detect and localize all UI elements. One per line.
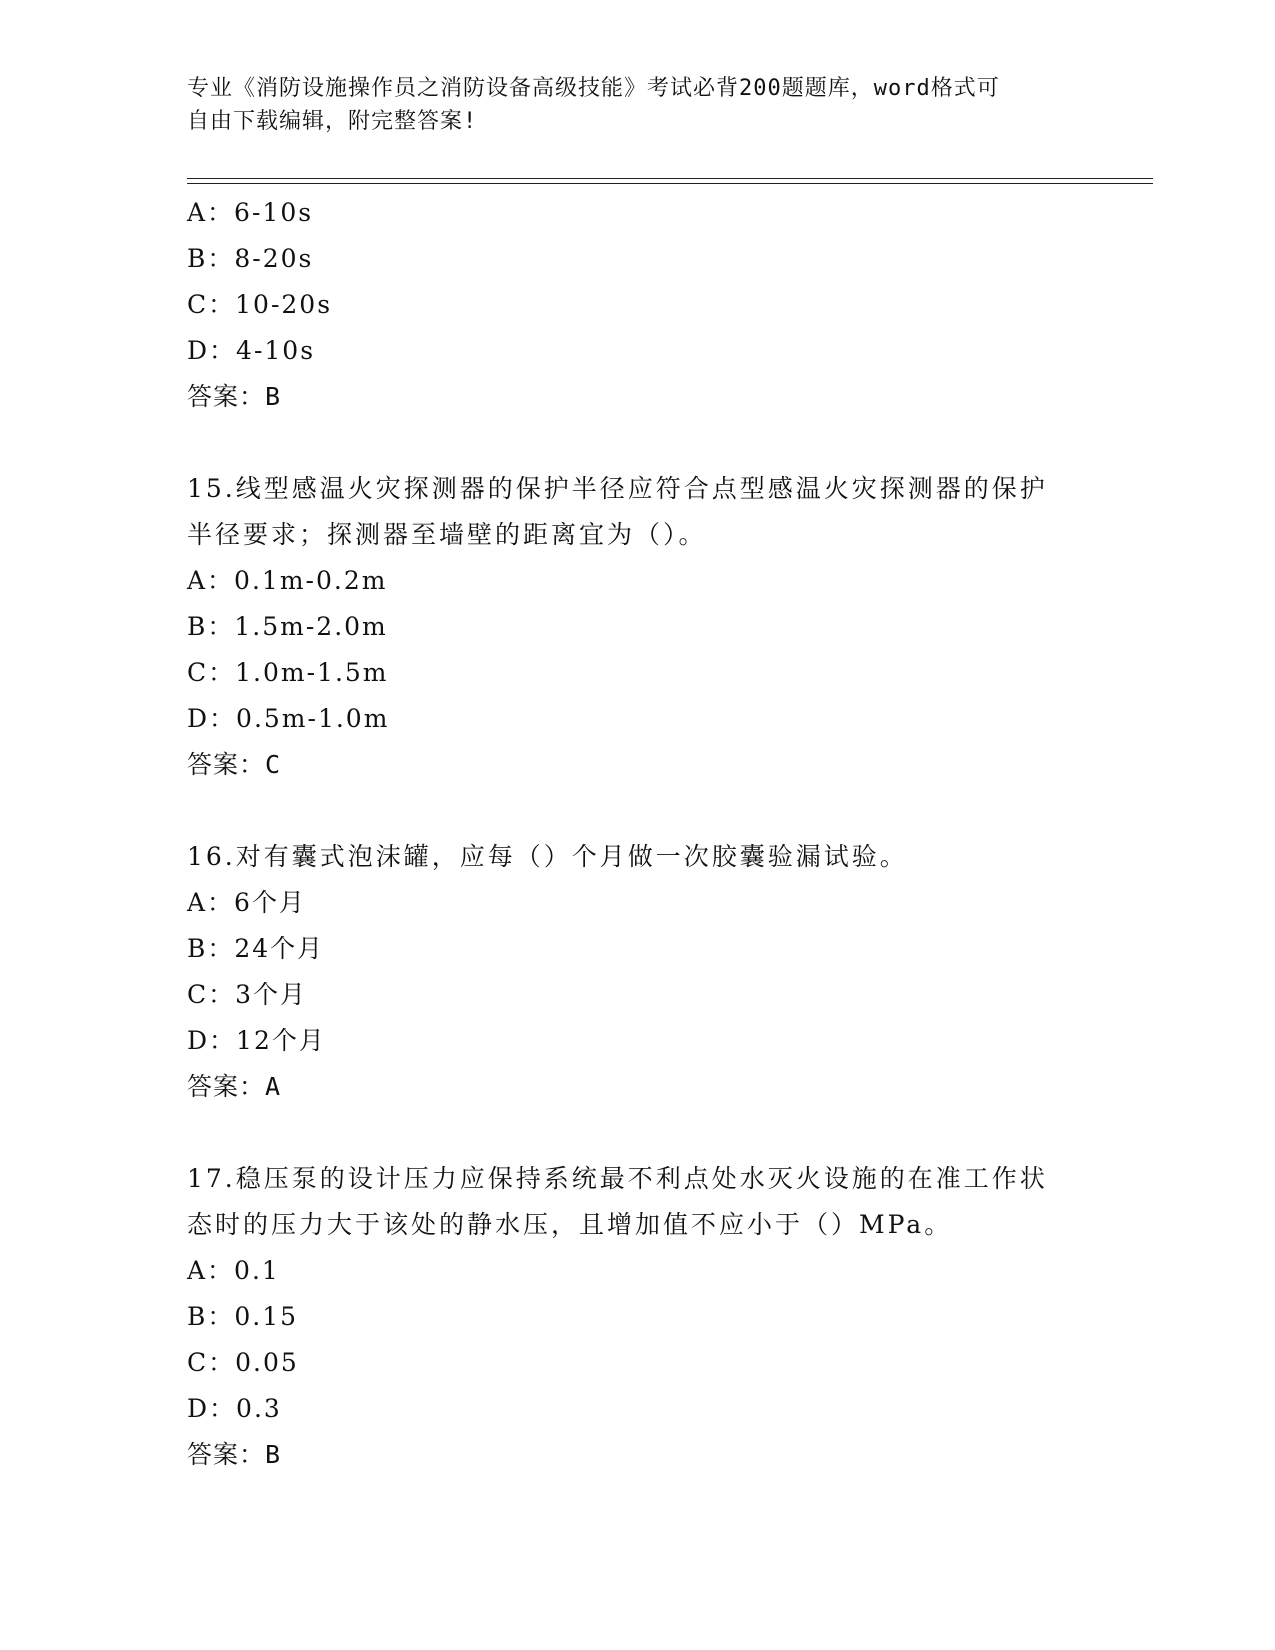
question-stem-line: 半径要求；探测器至墙壁的距离宜为（）。 xyxy=(187,520,707,549)
header-divider-top xyxy=(187,178,1153,179)
option-b: B：1.5m-2.0m xyxy=(187,612,388,641)
question-stem-line: 16.对有囊式泡沫罐，应每（）个月做一次胶囊验漏试验。 xyxy=(187,842,908,871)
question-list xyxy=(187,190,1087,1478)
answer-line: 答案：B xyxy=(187,1440,282,1469)
option-c: C：0.05 xyxy=(187,1348,299,1377)
option-d: D：12个月 xyxy=(187,1026,326,1055)
option-d: D：4-10s xyxy=(187,336,316,365)
document-header xyxy=(187,72,1087,138)
header-title-line-2: 自由下载编辑，附完整答案! xyxy=(187,109,478,134)
option-b: B：0.15 xyxy=(187,1302,299,1331)
header-title-line-1: 专业《消防设施操作员之消防设备高级技能》考试必背200题题库，word格式可 xyxy=(187,76,1000,101)
question-stem-line: 17.稳压泵的设计压力应保持系统最不利点处水灭火设施的在准工作状 xyxy=(187,1164,1048,1193)
option-c: C：10-20s xyxy=(187,290,333,319)
option-a: A：6-10s xyxy=(187,198,314,227)
answer-line: 答案：A xyxy=(187,1072,282,1101)
option-d: D：0.5m-1.0m xyxy=(187,704,390,733)
answer-line: 答案：B xyxy=(187,382,282,411)
option-c: C：3个月 xyxy=(187,980,308,1009)
question-block-previous xyxy=(187,190,1087,420)
header-divider-bottom xyxy=(187,183,1153,184)
option-c: C：1.0m-1.5m xyxy=(187,658,389,687)
option-a: A：0.1m-0.2m xyxy=(187,566,388,595)
question-stem-line: 态时的压力大于该处的静水压，且增加值不应小于（）MPa。 xyxy=(187,1210,953,1239)
question-block-17 xyxy=(187,1156,1087,1478)
question-block-15 xyxy=(187,466,1087,788)
question-stem-line: 15.线型感温火灾探测器的保护半径应符合点型感温火灾探测器的保护 xyxy=(187,474,1048,503)
option-a: A：0.1 xyxy=(187,1256,280,1285)
option-a: A：6个月 xyxy=(187,888,306,917)
question-block-16 xyxy=(187,834,1087,1110)
option-b: B：24个月 xyxy=(187,934,325,963)
option-b: B：8-20s xyxy=(187,244,314,273)
answer-line: 答案：C xyxy=(187,750,282,779)
option-d: D：0.3 xyxy=(187,1394,282,1423)
